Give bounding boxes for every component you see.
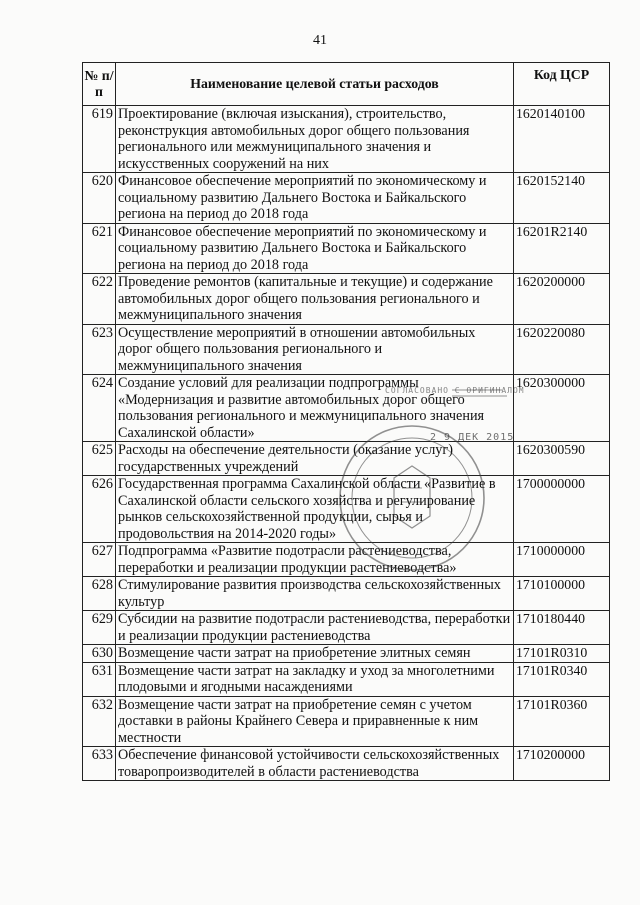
row-number: 629 [83,611,116,645]
row-number: 627 [83,543,116,577]
row-expense-name: Проектирование (включая изыскания), строительство, реконструкция автомобильных дорог общего пользования регионального или межмуниципального значения и искусственных сооружений на них [116,106,514,173]
row-csr-code: 1710200000 [514,747,610,781]
table-row [83,543,610,577]
row-number: 633 [83,747,116,781]
table-row [83,324,610,375]
table-row [83,173,610,224]
row-number: 623 [83,324,116,375]
row-expense-name: Возмещение части затрат на приобретение семян с учетом доставки в районы Крайнего Севера и приравненные к ним местности [116,696,514,747]
row-number: 625 [83,442,116,476]
row-csr-code: 17101R0310 [514,645,610,663]
row-expense-name: Государственная программа Сахалинской области «Развитие в Сахалинской области сельского хозяйства и регулирование рынков сельскохозяйственной продукции, сырья и продовольствия на 2014-2020 годы» [116,476,514,543]
row-expense-name: Обеспечение финансовой устойчивости сельскохозяйственных товаропроизводителей в области растениеводства [116,747,514,781]
table-row [83,577,610,611]
row-number: 620 [83,173,116,224]
row-expense-name: Расходы на обеспечение деятельности (оказание услуг) государственных учреждений [116,442,514,476]
table-row [83,274,610,325]
row-number: 624 [83,375,116,442]
row-expense-name: Финансовое обеспечение мероприятий по экономическому и социальному развитию Дальнего Востока и Байкальского региона на период до 2018 года [116,173,514,224]
row-csr-code: 1620300000 [514,375,610,442]
table-row [83,696,610,747]
row-csr-code: 1710180440 [514,611,610,645]
table-row [83,375,610,442]
row-expense-name: Осуществление мероприятий в отношении автомобильных дорог общего пользования регионального и межмуниципального значения [116,324,514,375]
table-row [83,611,610,645]
header-name: Наименование целевой статьи расходов [116,63,514,106]
row-number: 630 [83,645,116,663]
row-csr-code: 1620220080 [514,324,610,375]
row-csr-code: 1620200000 [514,274,610,325]
table-header-row [83,63,610,106]
row-number: 626 [83,476,116,543]
page-number: 41 [313,33,327,48]
table-row [83,662,610,696]
row-csr-code: 1620300590 [514,442,610,476]
stamp-approval-text: СОГЛАСОВАНО С ОРИГИНАЛОМ [385,386,525,395]
table-row [83,223,610,274]
row-csr-code: 1700000000 [514,476,610,543]
row-number: 619 [83,106,116,173]
row-number: 622 [83,274,116,325]
row-expense-name: Создание условий для реализации подпрограммы «Модернизация и развитие автомобильных дорог общего пользования регионального и межмуниципального значения Сахалинской области» [116,375,514,442]
row-csr-code: 17101R0360 [514,696,610,747]
row-number: 621 [83,223,116,274]
table-row [83,747,610,781]
budget-table [82,62,610,781]
row-csr-code: 16201R2140 [514,223,610,274]
row-csr-code: 1620152140 [514,173,610,224]
row-csr-code: 1620140100 [514,106,610,173]
table-row [83,442,610,476]
table-row [83,476,610,543]
row-expense-name: Финансовое обеспечение мероприятий по экономическому и социальному развитию Дальнего Востока и Байкальского региона на период до 2018 года [116,223,514,274]
header-code: Код ЦСР [514,63,610,106]
row-expense-name: Стимулирование развития производства сельскохозяйственных культур [116,577,514,611]
row-expense-name: Проведение ремонтов (капитальные и текущие) и содержание автомобильных дорог общего пользования регионального и межмуниципального значения [116,274,514,325]
table-row [83,645,610,663]
row-csr-code: 1710000000 [514,543,610,577]
row-expense-name: Субсидии на развитие подотрасли растениеводства, переработки и реализации продукции растениеводства [116,611,514,645]
row-csr-code: 17101R0340 [514,662,610,696]
row-expense-name: Возмещение части затрат на закладку и уход за многолетними плодовыми и ягодными насаждениями [116,662,514,696]
table-row [83,106,610,173]
header-num: № п/п [83,63,116,106]
row-csr-code: 1710100000 [514,577,610,611]
row-number: 632 [83,696,116,747]
stamp-date: 2 9 ДЕК 2015 [430,432,515,443]
row-number: 628 [83,577,116,611]
row-expense-name: Подпрограмма «Развитие подотрасли растениеводства, переработки и реализации продукции растениеводства» [116,543,514,577]
row-number: 631 [83,662,116,696]
row-expense-name: Возмещение части затрат на приобретение элитных семян [116,645,514,663]
